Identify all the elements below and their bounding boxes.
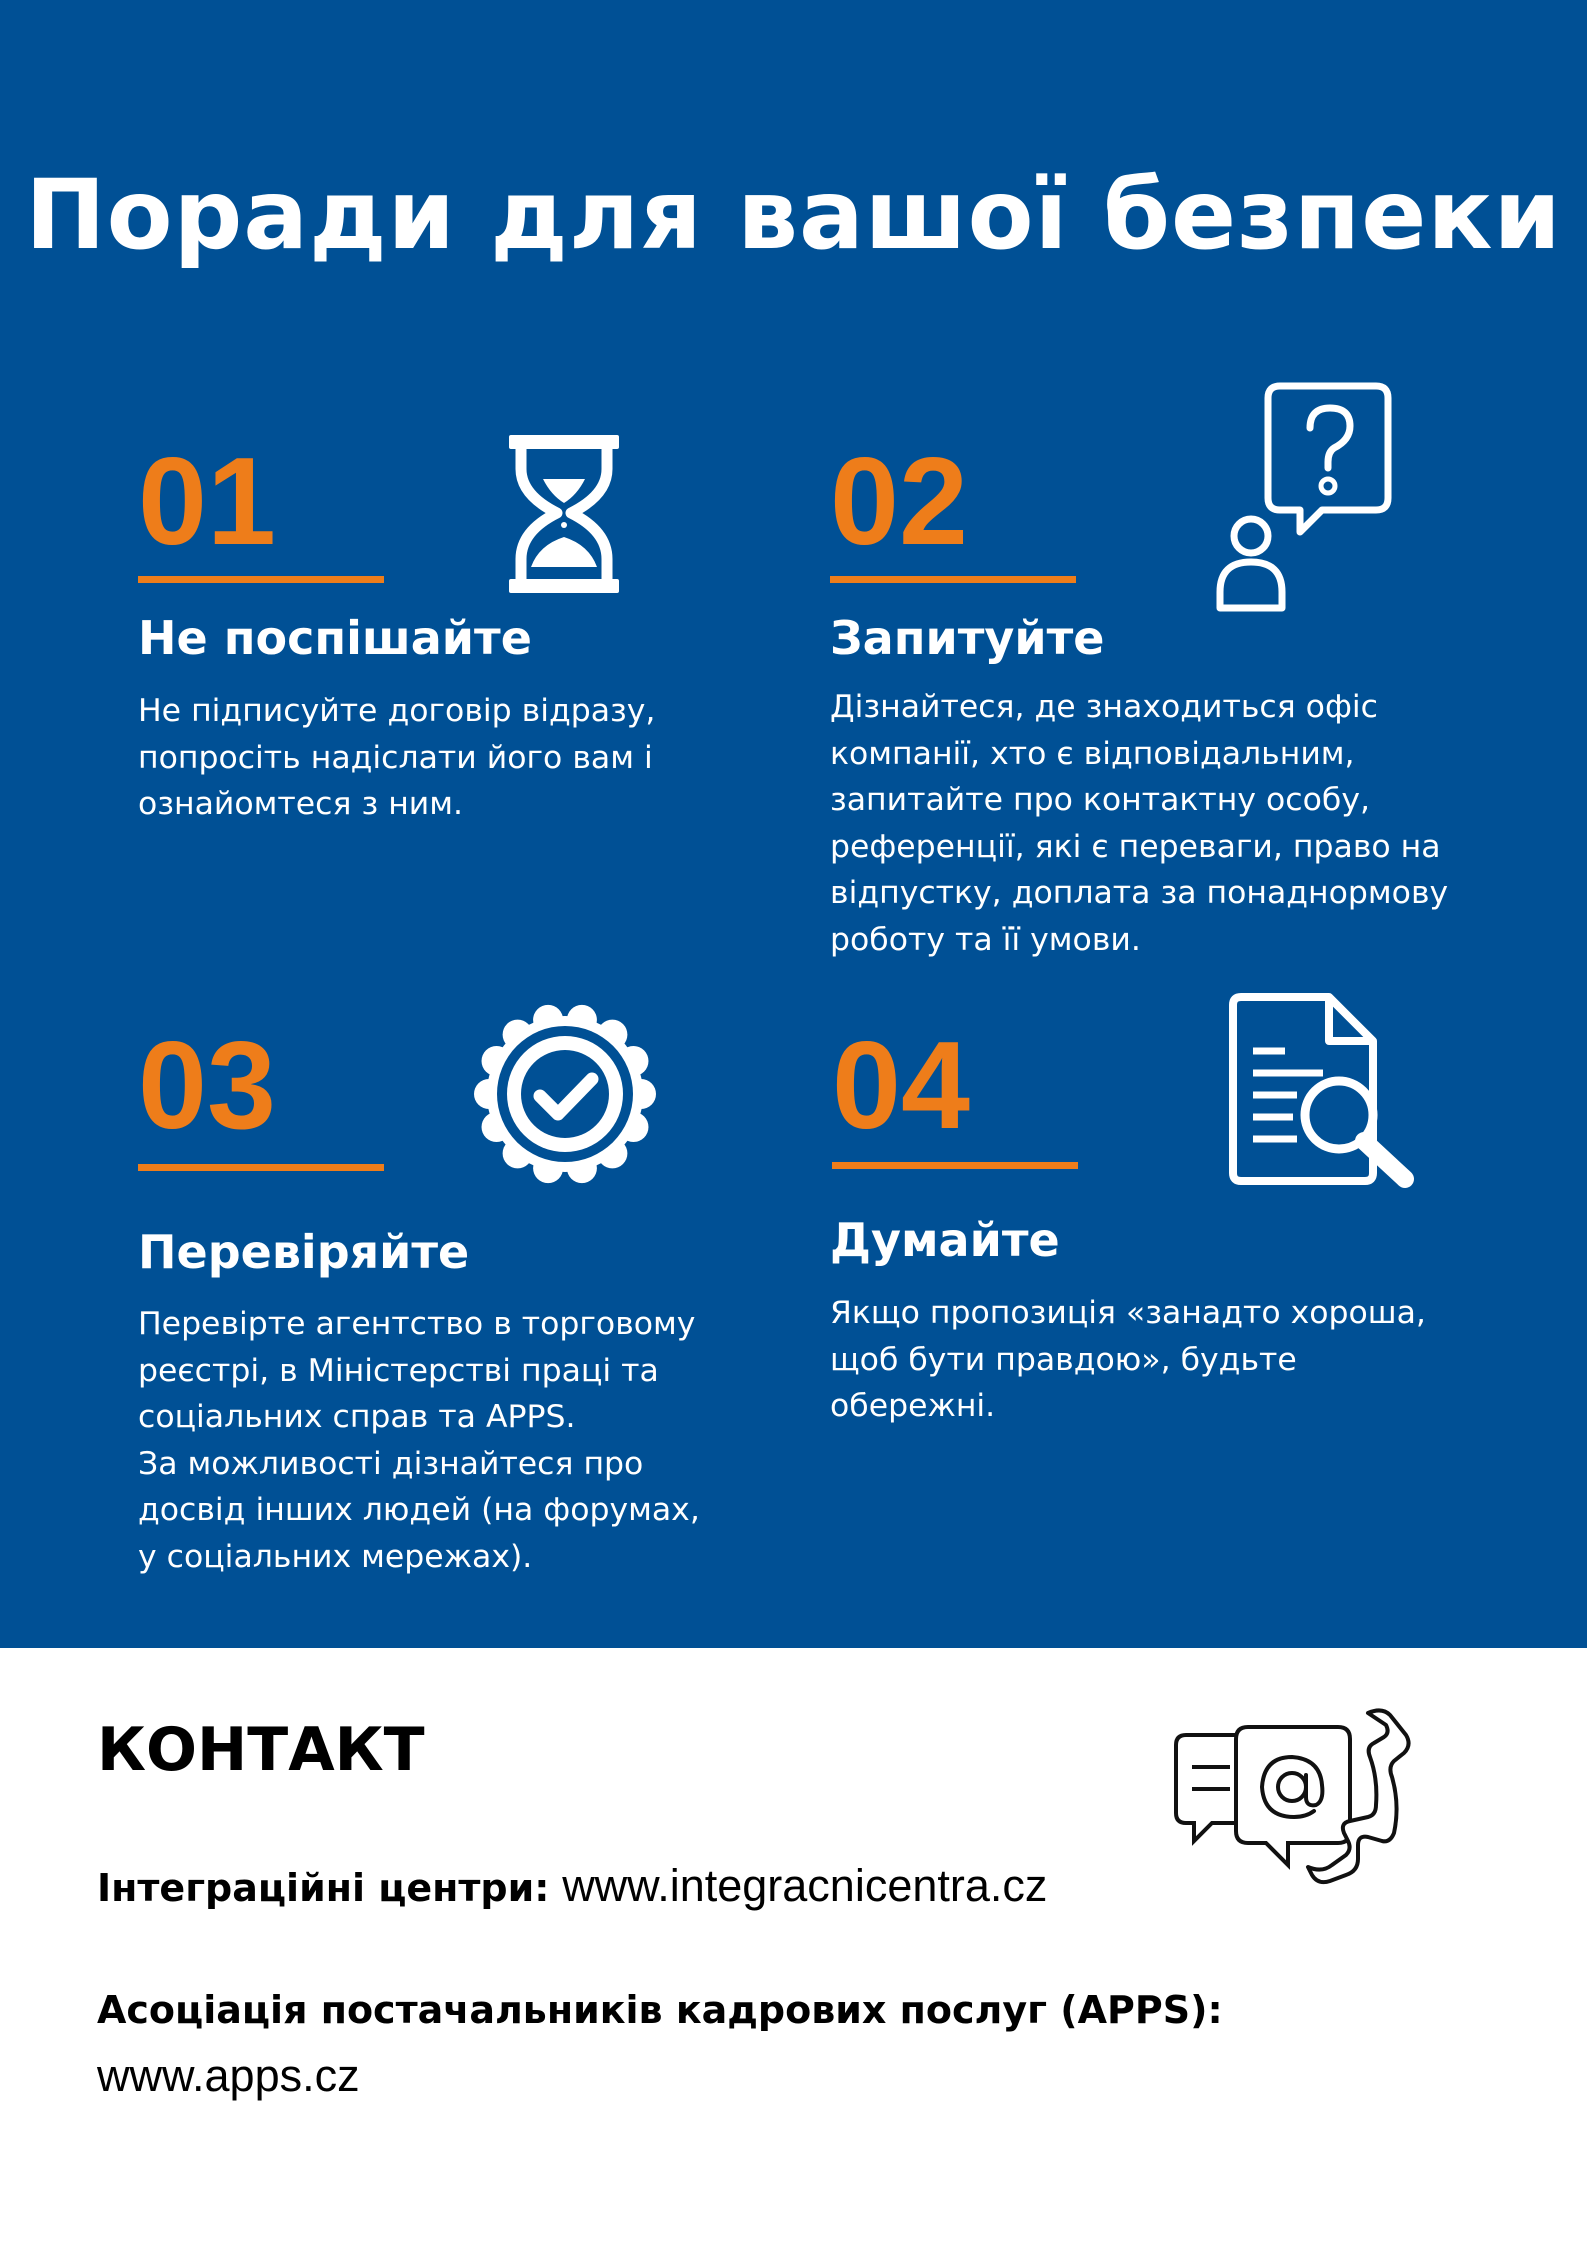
integration-centers-label: Інтеграційні центри:	[97, 1866, 550, 1910]
contact-email-phone-icon	[1172, 1705, 1430, 1889]
integration-centers-link[interactable]: www.integracnicentra.cz	[562, 1860, 1048, 1911]
apps-label-line	[97, 1982, 1223, 2038]
apps-url-line	[97, 2048, 360, 2106]
document-search-icon	[1225, 993, 1421, 1189]
tip-underline	[138, 576, 384, 583]
tip-text: Не підписуйте договір відразу, попросіть надіслати його вам і ознайомтеся з ним.	[138, 693, 656, 822]
page-title: Поради для вашої безпеки	[25, 159, 1562, 271]
tip-text: Якщо пропозиція «занадто хороша, щоб бути правдою», будьте обережні.	[830, 1295, 1426, 1424]
tip-heading: Думайте	[830, 1213, 1060, 1267]
tip-number: 03	[138, 1017, 276, 1155]
tip-heading: Перевіряйте	[138, 1225, 470, 1279]
contact-heading: КОНТАКТ	[97, 1715, 425, 1785]
tip-heading: Запитуйте	[830, 611, 1105, 665]
apps-label: Асоціація постачальників кадрових послуг (APPS):	[97, 1988, 1223, 2032]
tip-text: Перевірте агентство в торговому реєстрі, в Міністерстві праці та соціальних справ та APPS. За можливості дізнайтеся про досвід інших людей (на форумах, у соціальних мережах).	[138, 1306, 700, 1575]
apps-link[interactable]: www.apps.cz	[97, 2050, 360, 2101]
tip-underline	[138, 1164, 384, 1171]
tip-heading: Не поспішайте	[138, 611, 532, 665]
tip-number: 02	[830, 433, 968, 571]
question-person-icon	[1212, 382, 1392, 614]
tip-underline	[830, 576, 1076, 583]
tip-number: 04	[832, 1017, 970, 1155]
tip-number: 01	[138, 433, 276, 571]
hourglass-icon	[505, 433, 623, 595]
verified-badge-icon	[472, 1001, 658, 1187]
integration-centers-line	[97, 1858, 1047, 1916]
tip-underline	[832, 1162, 1078, 1169]
tip-text: Дізнайтеся, де знаходиться офіс компанії, хто є відповідальним, запитайте про контактну особу, референції, які є переваги, право на відпустку, доплата за понаднормову роботу та її умови.	[830, 689, 1449, 958]
